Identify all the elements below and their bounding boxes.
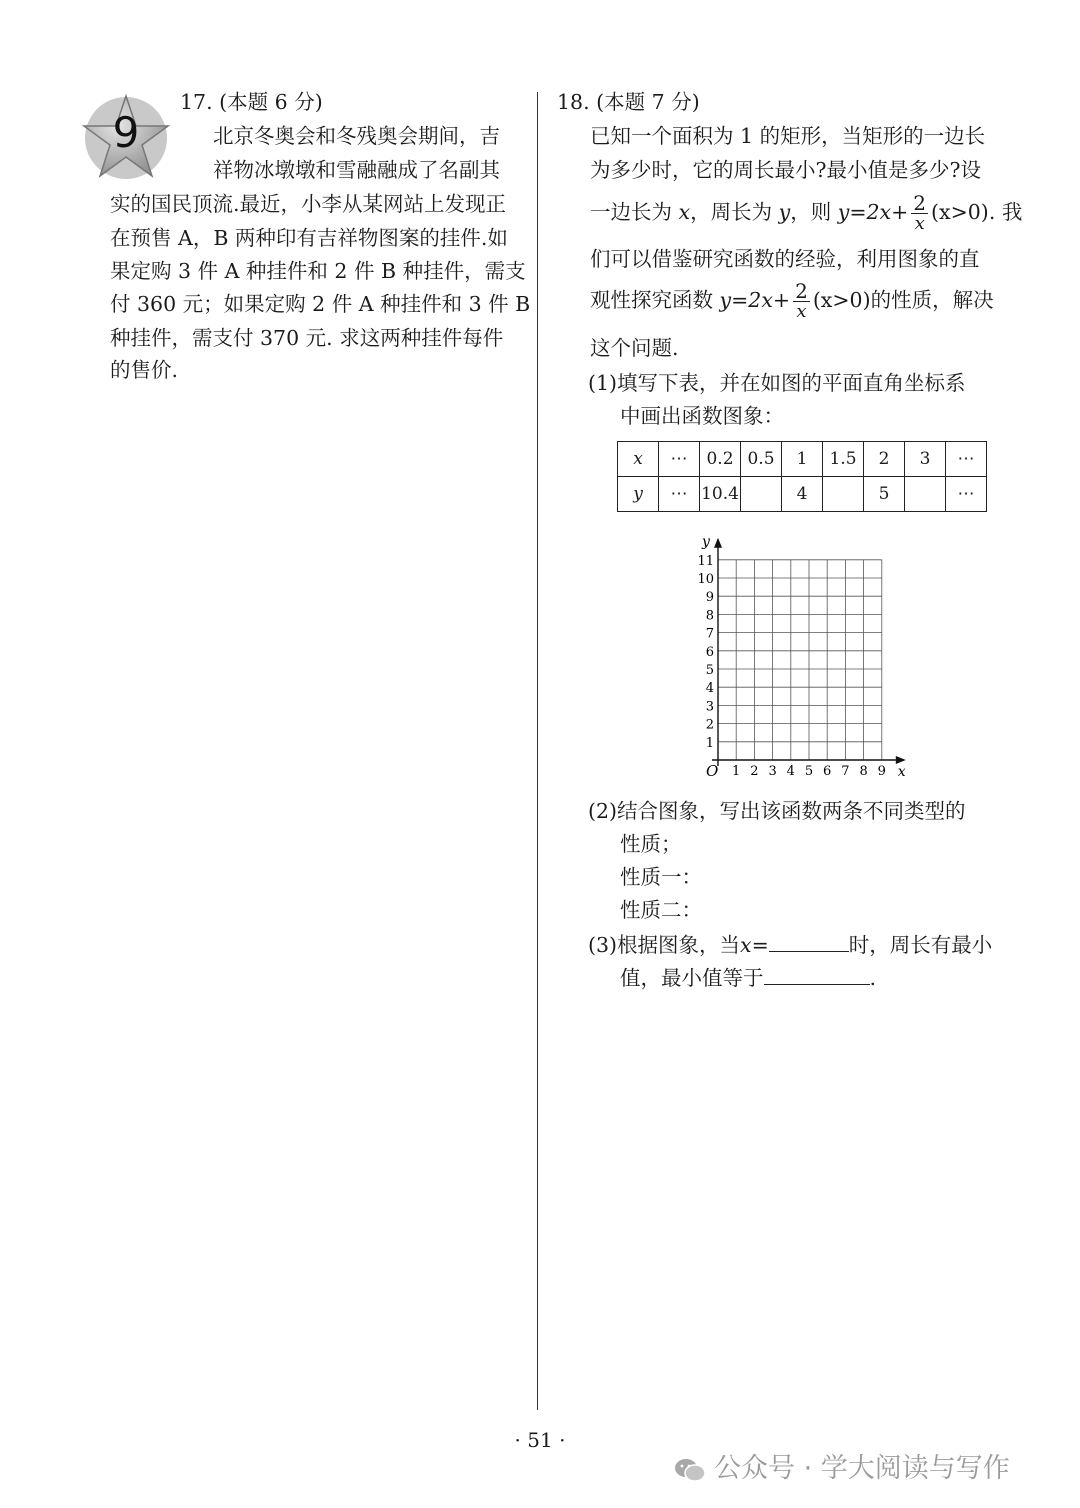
text: (3)根据图象，当 (588, 933, 741, 957)
x-tick-label: 5 (804, 764, 814, 779)
property-one-label: 性质一： (620, 865, 702, 889)
y-axis-arrow-icon (714, 538, 722, 548)
q17-header: 17. (本题 6 分) (180, 90, 323, 114)
text: . (869, 966, 877, 990)
y-tick-label: 8 (705, 608, 714, 624)
table-cell: ⋯ (946, 442, 987, 477)
table-cell (741, 477, 782, 512)
y-tick-label: 11 (697, 553, 714, 569)
var-y: y (778, 200, 791, 224)
table-cell: 0.2 (700, 442, 741, 477)
text: 时，周长有最小 (848, 933, 993, 957)
q18-part2: 性质； (620, 832, 682, 856)
q17-line: 种挂件，需支付 370 元. 求这两种挂件每件 (110, 326, 504, 350)
text: . 我 (988, 200, 1023, 224)
fraction (793, 281, 810, 322)
x-tick-label: 9 (877, 764, 886, 779)
q18-part1: 中画出函数图象： (620, 404, 784, 428)
x-tick-label: 6 (823, 764, 832, 779)
table-cell: 1.5 (823, 442, 864, 477)
table-cell (823, 477, 864, 512)
fraction-numerator: 2 (913, 191, 927, 215)
q17-line: 付 360 元；如果定购 2 件 A 种挂件和 3 件 B (110, 292, 531, 316)
table-cell: 1 (782, 442, 823, 477)
table-cell: 0.5 (741, 442, 782, 477)
table-cell: ⋯ (659, 442, 700, 477)
value-table (617, 441, 987, 512)
answer-blank-min[interactable] (764, 964, 870, 985)
fraction-denominator: x (914, 213, 925, 234)
q17-line: 果定购 3 件 A 种挂件和 2 件 B 种挂件，需支 (110, 259, 526, 283)
condition: (x>0) (931, 200, 989, 224)
q17-line: 祥物冰墩墩和雪融融成了名副其 (213, 158, 500, 182)
q18-formula-line (590, 278, 994, 322)
q17-line: 的售价. (110, 358, 179, 382)
x-tick-label: 4 (786, 764, 795, 779)
y-tick-label: 1 (705, 735, 714, 751)
y-axis-label: y (702, 533, 710, 550)
table-cell: 5 (864, 477, 905, 512)
text: ，周长为 (690, 200, 773, 224)
x-tick-label: 2 (750, 764, 759, 779)
watermark-text: 公众号 · 学大阅读与写作 (714, 1453, 1010, 1484)
x-axis-arrow-icon (896, 756, 906, 764)
x-tick-label: 8 (859, 764, 868, 779)
star-badge (82, 92, 170, 180)
y-tick-label: 9 (705, 590, 714, 606)
origin-label: O (706, 762, 719, 780)
fraction (911, 193, 928, 234)
y-tick-label: 2 (705, 717, 714, 733)
table-cell: 10.4 (700, 477, 741, 512)
text: 的性质，解决 (870, 288, 994, 312)
formula: y=2x+ (719, 288, 791, 312)
x-tick-label: 3 (768, 764, 777, 779)
column-divider (537, 92, 538, 1410)
y-tick-label: 7 (705, 626, 714, 642)
answer-blank-x[interactable] (769, 931, 849, 952)
wechat-icon (674, 1457, 706, 1483)
x-tick-label: 1 (732, 764, 741, 779)
q17-line: 在预售 A，B 两种印有吉祥物图案的挂件.如 (110, 226, 508, 250)
table-cell: 3 (905, 442, 946, 477)
formula: y=2x+ (837, 200, 909, 224)
fraction-denominator: x (796, 301, 807, 322)
q18-header: 18. (本题 7 分) (557, 90, 700, 114)
watermark (674, 1446, 1010, 1485)
q18-formula-line (590, 190, 1022, 234)
q18-part3 (588, 931, 992, 957)
q18-part2: (2)结合图象，写出该函数两条不同类型的 (588, 799, 966, 823)
x-axis-label: x (897, 764, 906, 780)
condition: (x>0) (812, 288, 871, 312)
table-cell: 2 (864, 442, 905, 477)
page-number: · 51 · (514, 1428, 566, 1452)
x-tick-label: 7 (841, 764, 850, 779)
q18-line: 这个问题. (590, 336, 679, 360)
table-row-x (618, 442, 987, 477)
y-tick-label: 6 (705, 644, 714, 660)
table-cell: ⋯ (946, 477, 987, 512)
fraction-numerator: 2 (795, 279, 808, 303)
table-row-y (618, 477, 987, 512)
y-tick-label: 4 (705, 681, 714, 697)
property-two-label: 性质二： (620, 898, 702, 922)
coordinate-grid (690, 528, 920, 783)
table-cell: x (618, 442, 659, 477)
table-cell (905, 477, 946, 512)
q17-line: 实的国民顶流.最近，小李从某网站上发现正 (110, 192, 507, 216)
text: 值，最小值等于 (620, 966, 764, 990)
q18-line: 为多少时，它的周长最小?最小值是多少?设 (590, 158, 981, 182)
text: ，则 (790, 200, 832, 224)
table-cell: ⋯ (659, 477, 700, 512)
var-x: x (678, 200, 691, 224)
q17-line: 北京冬奥会和冬残奥会期间，吉 (213, 124, 500, 148)
y-tick-label: 3 (705, 699, 714, 715)
text: 一边长为 (590, 200, 672, 224)
var-x: x= (740, 933, 769, 957)
y-tick-label: 10 (697, 572, 714, 587)
text: 观性探究函数 (590, 288, 713, 312)
q18-line: 们可以借鉴研究函数的经验，利用图象的直 (590, 247, 980, 271)
badge-number: 9 (112, 108, 140, 157)
table-cell: 4 (782, 477, 823, 512)
q18-part3 (620, 964, 876, 990)
q18-part1: (1)填写下表，并在如图的平面直角坐标系 (588, 371, 966, 395)
table-cell: y (618, 477, 659, 512)
y-tick-label: 5 (705, 663, 714, 678)
q18-line: 已知一个面积为 1 的矩形，当矩形的一边长 (590, 124, 986, 148)
